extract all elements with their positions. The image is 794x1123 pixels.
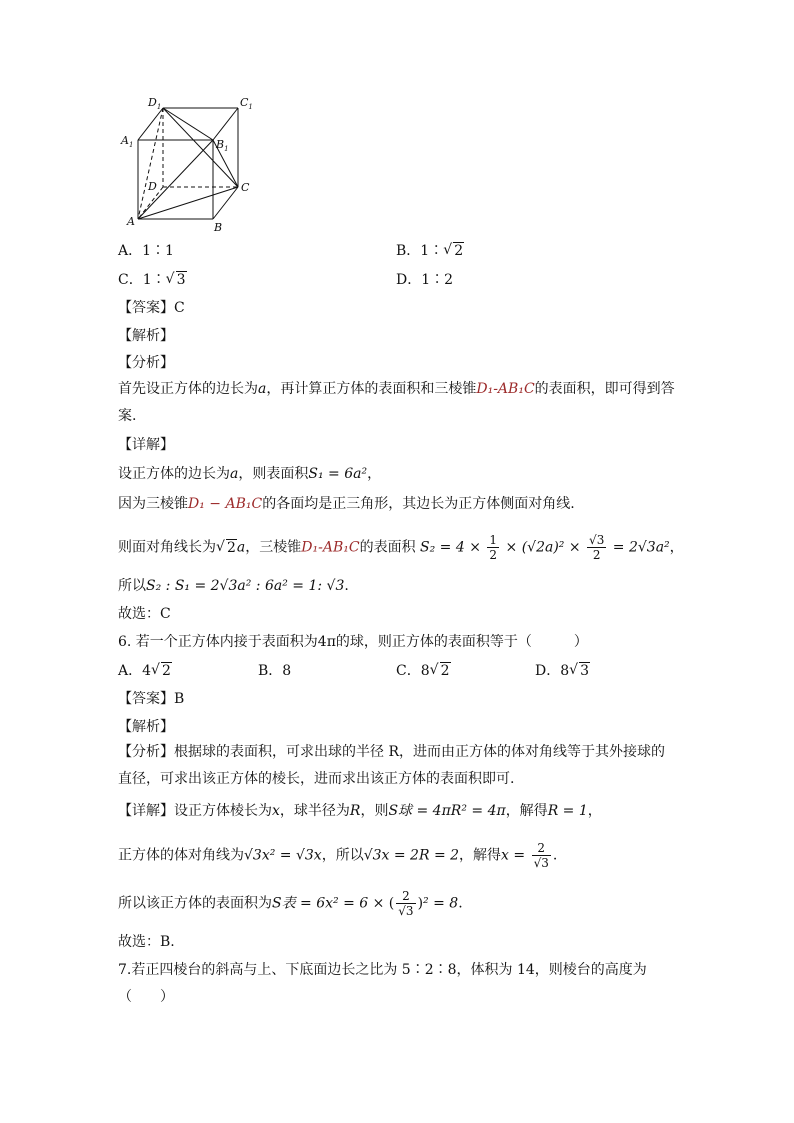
- answer: 【答案】C: [118, 300, 185, 316]
- edge: [163, 108, 213, 140]
- edge: [213, 187, 238, 219]
- q6-option-b: B．8: [258, 663, 292, 679]
- q6-option-c: C．8√ 2: [396, 661, 451, 681]
- label-C1: $C_1$: [240, 96, 253, 111]
- fenxi-heading: 【分析】: [118, 355, 174, 371]
- edge: [213, 108, 238, 140]
- q6-answer: 【答案】B: [118, 691, 185, 707]
- q6-jiexi: 【解析】: [118, 719, 174, 735]
- option-c: C．1∶√ 3: [118, 270, 187, 290]
- label-A: A: [127, 215, 135, 228]
- jiexi-heading: 【解析】: [118, 328, 174, 344]
- q7-stem: 7.若正四棱台的斜高与上、下底面边长之比为 5∶2∶8，体积为 14，则棱台的高度为: [118, 962, 647, 978]
- label-C: C: [241, 181, 250, 194]
- detail-line-1: 设正方体的边长为a，则表面积S₁ = 6a²，: [118, 466, 382, 482]
- label-D: D: [148, 180, 157, 193]
- choose-q6: 故选：B.: [118, 934, 175, 950]
- detail-line-2: 因为三棱锥D₁ − AB₁C的各面均是正三角形，其边长为正方体侧面对角线.: [118, 496, 575, 512]
- label-B1: $B_1$: [216, 138, 229, 153]
- option-b: B．1∶√ 2: [396, 241, 464, 261]
- label-A1: $A_1$: [121, 134, 134, 149]
- q6-stem: 6. 若一个正方体内接于表面积为4π的球，则正方体的表面积等于（ ）: [118, 634, 588, 650]
- q6-option-d: D．8√ 3: [535, 661, 590, 681]
- xiangjie-heading: 【详解】: [118, 437, 174, 453]
- q6-xiangjie-1: 【详解】设正方体棱长为x，球半径为R，则S球 = 4πR² = 4π，解得R = 1，: [118, 803, 602, 819]
- detail-line-4: 所以S₂ : S₁ = 2√3a² : 6a² = 1: √3.: [118, 578, 349, 594]
- q6-fenxi: 【分析】根据球的表面积，可求出球的半径 R，进而由正方体的体对角线等于其外接球的直径，可求出该正方体的棱长，进而求出该正方体的表面积即可.: [118, 744, 665, 787]
- q6-xiangjie-2: 正方体的体对角线为√3x² = √3x，所以√3x = 2R = 2，解得x = $\frac{2}{√3}$ .: [118, 841, 558, 870]
- fenxi-text: 首先设正方体的边长为a，再计算正方体的表面积和三棱锥D₁-AB₁C的表面积，即可得到答案.: [118, 381, 675, 424]
- cube-figure: [118, 92, 268, 234]
- q6-option-a: A．4√ 2: [118, 661, 172, 681]
- q7-paren: （ ）: [118, 989, 174, 1005]
- option-d: D．1∶2: [396, 272, 454, 288]
- choose-q5: 故选：C: [118, 606, 171, 622]
- option-a: A．1∶1: [118, 243, 174, 259]
- detail-line-3: 则面对角线长为√ 2a，三棱锥D₁-AB₁C的表面积 S₂ = 4 × $\frac{1}{2}$ × (√2a)² × $\frac{√3}{2}$ = 2√3a²，: [118, 533, 684, 562]
- q6-xiangjie-3: 所以该正方体的表面积为S表 = 6x² = 6 × ( $\frac{2}{√3}$ )² = 8.: [118, 889, 463, 918]
- label-D1: $D_1$: [148, 96, 162, 111]
- label-B: B: [214, 221, 223, 234]
